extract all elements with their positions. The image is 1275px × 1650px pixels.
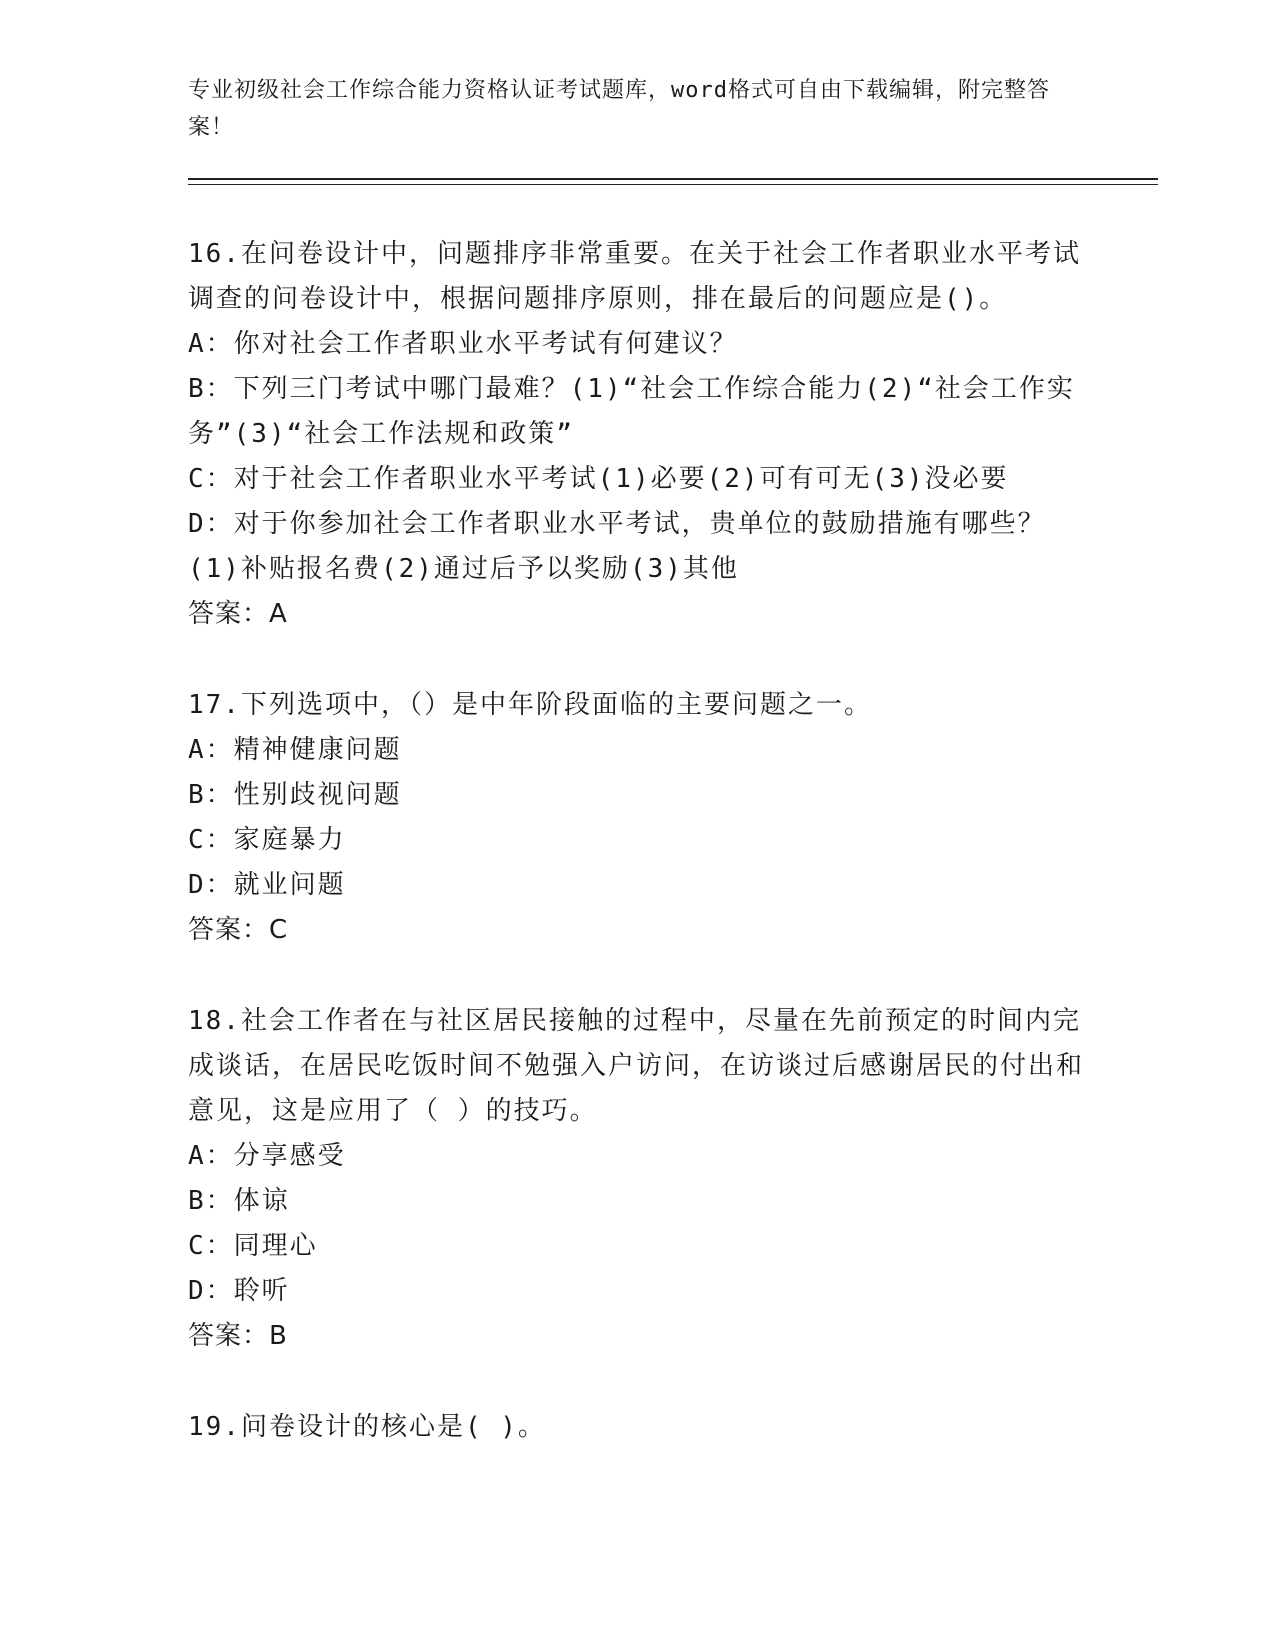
option-a: A：精神健康问题 [188, 735, 402, 765]
option-b: B：下列三门考试中哪门最难？(1)“社会工作综合能力(2)“社会工作实务”(3)“社会工作法规和政策” [188, 374, 1075, 449]
document-header: 专业初级社会工作综合能力资格认证考试题库，word格式可自由下载编辑，附完整答案！ [188, 78, 1050, 140]
question-17 [188, 683, 1088, 953]
option-a: A：分享感受 [188, 1141, 346, 1171]
question-19 [188, 1405, 1088, 1450]
header-divider [188, 178, 1158, 185]
option-d: D：就业问题 [188, 870, 346, 900]
option-c: C：同理心 [188, 1231, 318, 1261]
option-c: C：家庭暴力 [188, 825, 346, 855]
option-a: A：你对社会工作者职业水平考试有何建议？ [188, 329, 738, 359]
question-16 [188, 232, 1088, 637]
question-18 [188, 999, 1088, 1359]
answer-line: 答案：A [188, 599, 288, 629]
question-stem: 18.社会工作者在与社区居民接触的过程中，尽量在先前预定的时间内完成谈话，在居民吃饭时间不勉强入户访问，在访谈过后感谢居民的付出和意见，这是应用了（ ）的技巧。 [188, 1006, 1085, 1126]
option-b: B：体谅 [188, 1186, 290, 1216]
option-b: B：性别歧视问题 [188, 780, 402, 810]
question-list [188, 232, 1088, 1496]
question-stem: 19.问卷设计的核心是( )。 [188, 1412, 546, 1442]
answer-line: 答案：B [188, 1321, 288, 1351]
answer-line: 答案：C [188, 915, 289, 945]
option-c: C：对于社会工作者职业水平考试(1)必要(2)可有可无(3)没必要 [188, 464, 1009, 494]
option-d: D：对于你参加社会工作者职业水平考试，贵单位的鼓励措施有哪些？(1)补贴报名费(2)通过后予以奖励(3)其他 [188, 509, 1046, 584]
question-stem: 16.在问卷设计中，问题排序非常重要。在关于社会工作者职业水平考试调查的问卷设计中，根据问题排序原则，排在最后的问题应是()。 [188, 239, 1081, 314]
option-d: D：聆听 [188, 1276, 290, 1306]
question-stem: 17.下列选项中，（）是中年阶段面临的主要问题之一。 [188, 690, 872, 720]
